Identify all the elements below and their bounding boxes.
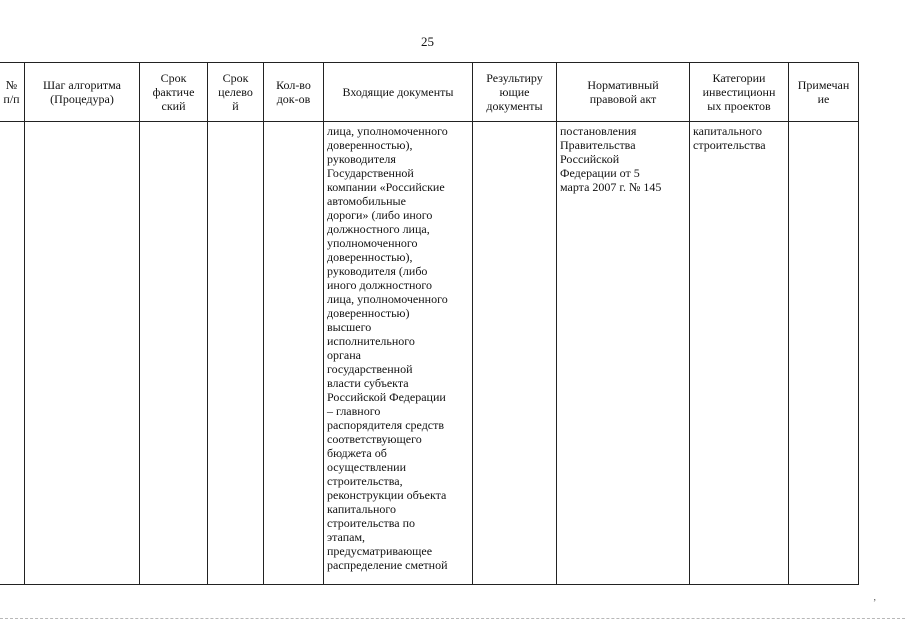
header-number: № п/п bbox=[0, 63, 25, 122]
table-header-row bbox=[0, 63, 859, 122]
cell-incoming-documents: лица, уполномоченного доверенностью), руководителя Государственной компании «Российские автомобильные дороги» (либо иного должностного лица, уполномоченного доверенностью), руководителя (либо иного должностного лица, уполномоченного доверенностью) высшего исполнительного органа государственной власти субъекта Российской Федерации – главного распорядителя средств соответствующего бюджета об осуществлении строительства, реконструкции объекта капитального строительства по этапам, предусматривающее распределение сметной bbox=[324, 122, 473, 585]
cell-resulting-documents bbox=[473, 122, 557, 585]
procedure-table bbox=[0, 62, 859, 585]
header-term-actual: Срок фактиче ский bbox=[140, 63, 208, 122]
header-normative-act: Нормативный правовой акт bbox=[557, 63, 690, 122]
header-doc-count: Кол-во док-ов bbox=[264, 63, 324, 122]
cell-doc-count bbox=[264, 122, 324, 585]
cell-term-target bbox=[208, 122, 264, 585]
header-term-target: Срок целево й bbox=[208, 63, 264, 122]
page-number: 25 bbox=[421, 34, 434, 49]
cell-step bbox=[25, 122, 140, 585]
cell-normative-act: постановления Правительства Российской Федерации от 5 марта 2007 г. № 145 bbox=[557, 122, 690, 585]
cell-number bbox=[0, 122, 25, 585]
header-step: Шаг алгоритма (Процедура) bbox=[25, 63, 140, 122]
header-notes: Примечан ие bbox=[789, 63, 859, 122]
cell-term-actual bbox=[140, 122, 208, 585]
scan-edge-line bbox=[0, 618, 905, 620]
table-row bbox=[0, 122, 859, 585]
header-project-categories: Категории инвестиционн ых проектов bbox=[690, 63, 789, 122]
header-incoming-documents: Входящие документы bbox=[324, 63, 473, 122]
header-resulting-documents: Результиру ющие документы bbox=[473, 63, 557, 122]
cell-project-categories: капитального строительства bbox=[690, 122, 789, 585]
cell-notes bbox=[789, 122, 859, 585]
stray-mark: ‚ bbox=[873, 592, 877, 603]
